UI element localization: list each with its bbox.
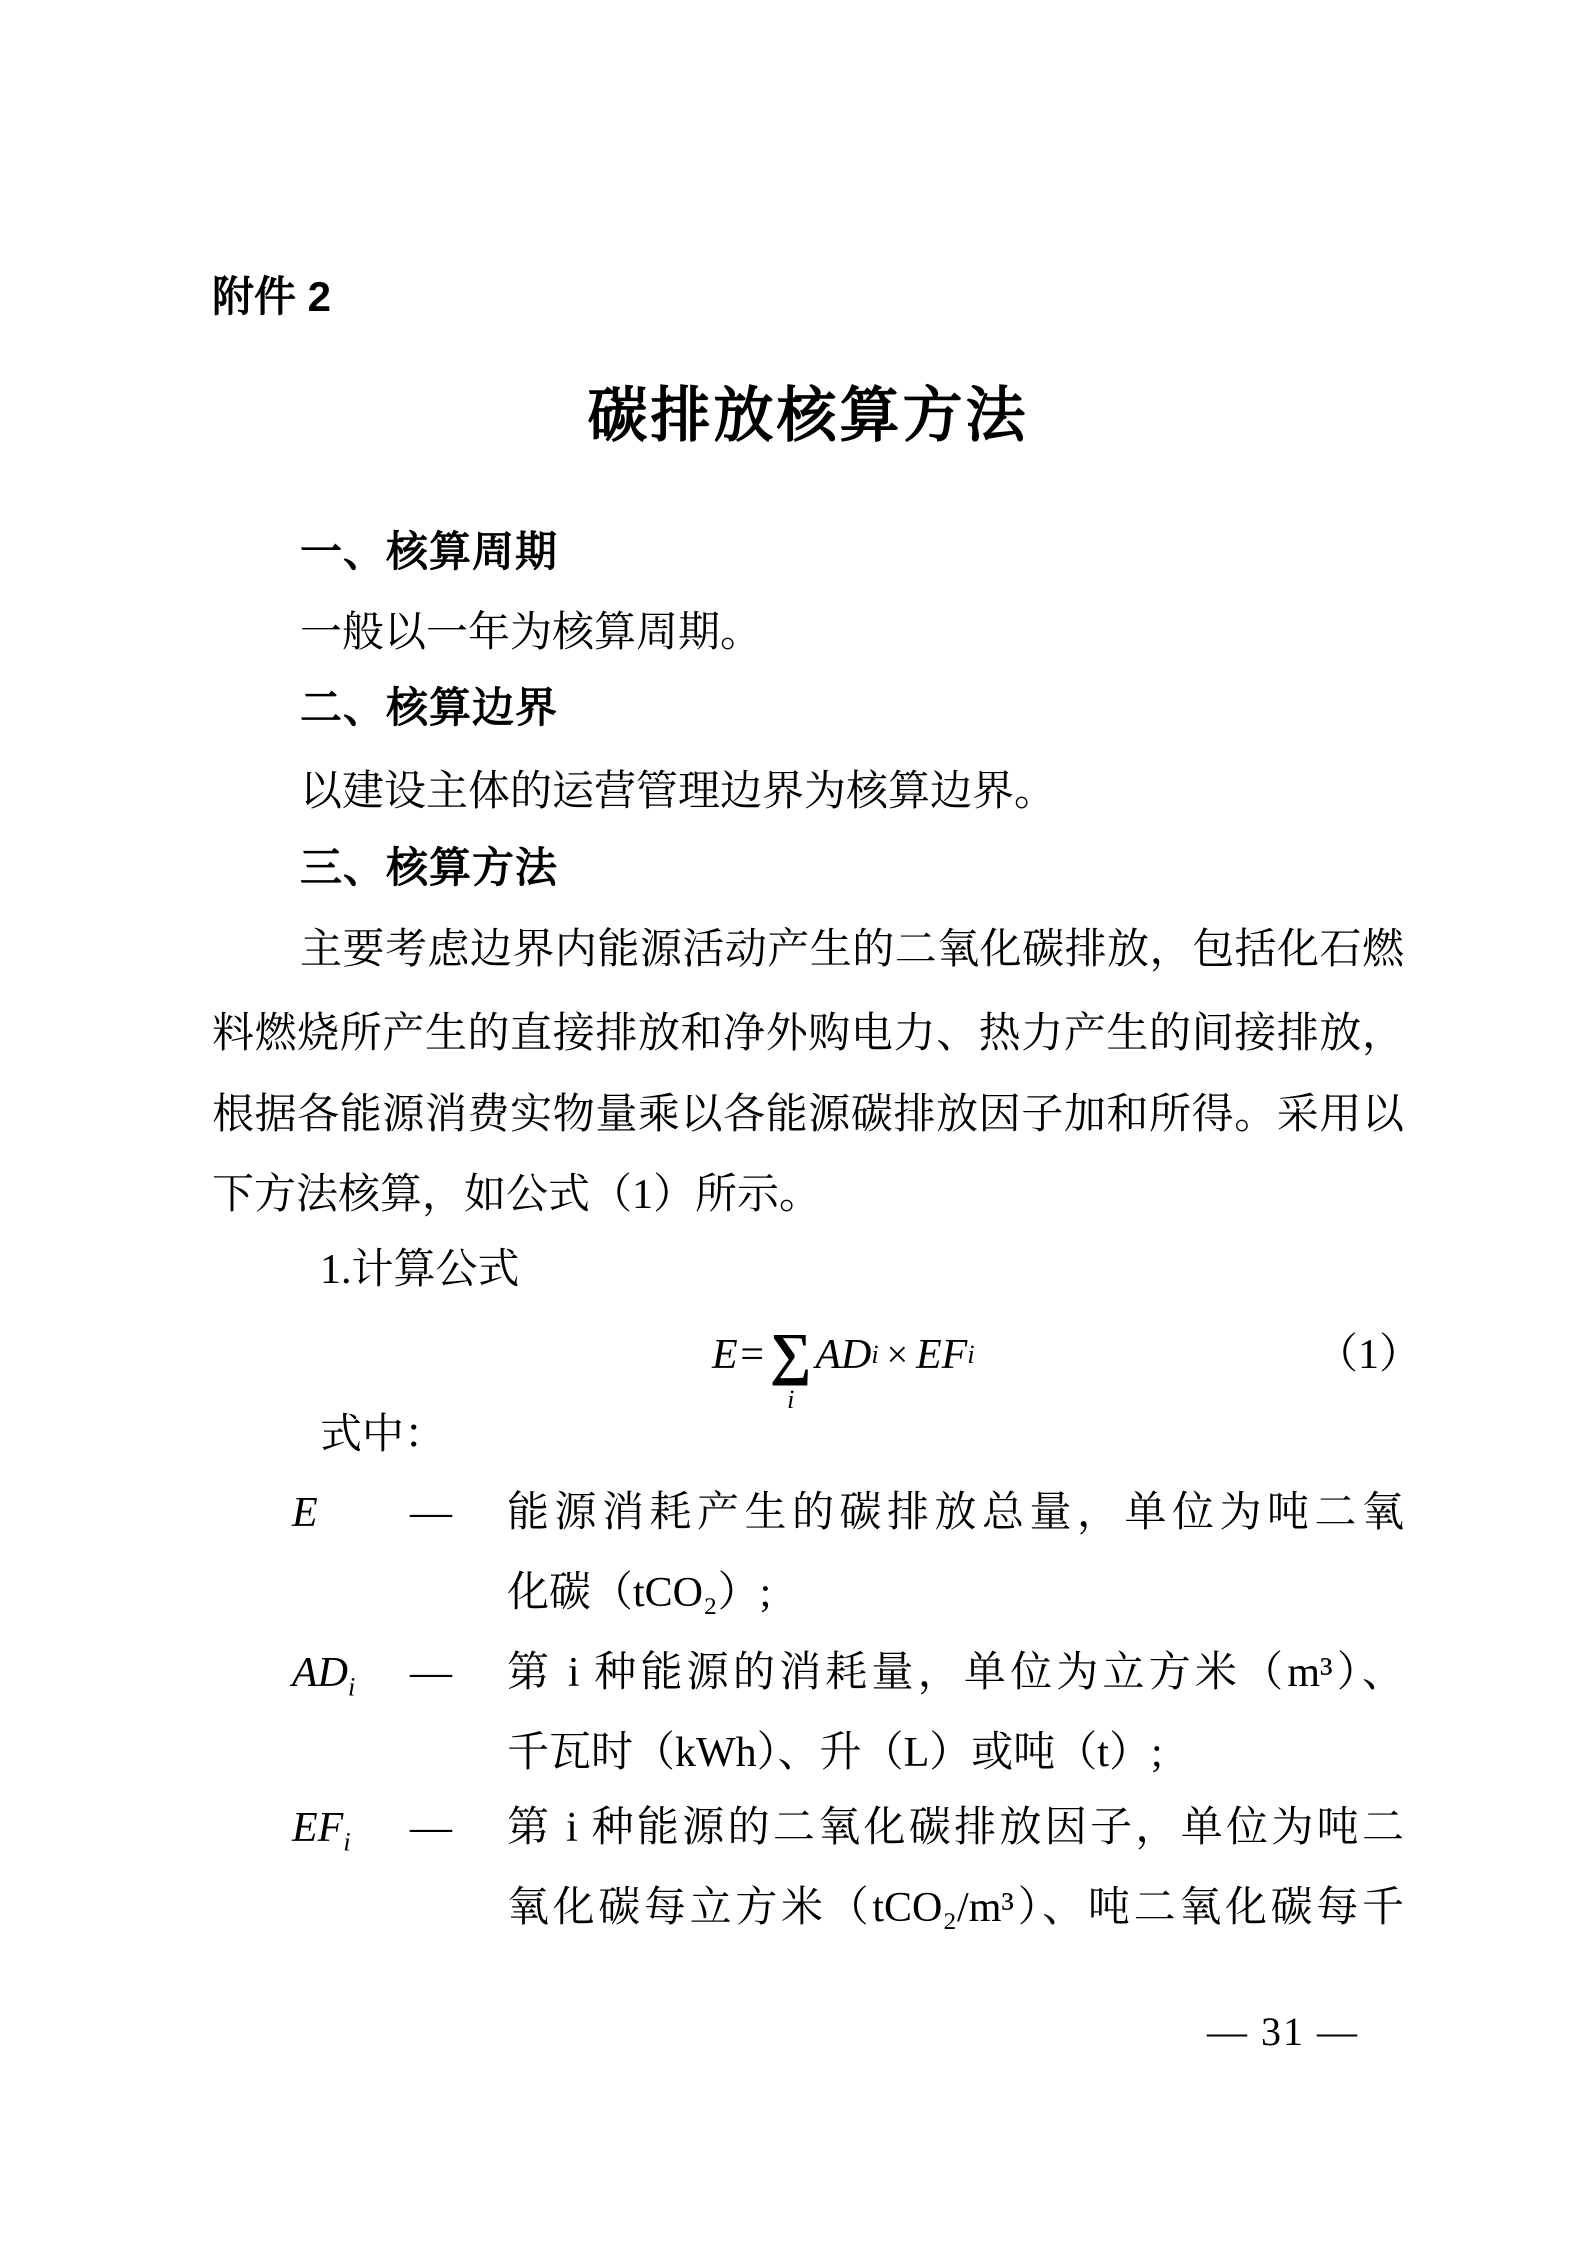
definition-desc-line: 化碳（tCO₂）; <box>507 1570 772 1616</box>
definition-desc-line: 第 i 种能源的消耗量，单位为立方米（m³）、 <box>507 1650 1404 1696</box>
definition-symbol <box>292 1788 351 1868</box>
definition-row-ad <box>212 1633 1404 1793</box>
definition-desc <box>507 1473 1404 1633</box>
symbol-base: AD <box>292 1650 348 1696</box>
sigma-index: i <box>787 1385 795 1414</box>
attachment-label: 附件 2 <box>212 273 332 320</box>
formula-lhs: E= <box>712 1332 766 1378</box>
section-heading-3: 三、核算方法 <box>300 844 559 891</box>
definition-dash: — <box>410 1490 452 1536</box>
definition-row-e <box>212 1473 1404 1633</box>
definition-row-ef <box>212 1788 1404 1948</box>
sigma-glyph: ∑ <box>770 1321 812 1386</box>
definition-desc-line: 能源消耗产生的碳排放总量，单位为吨二氧 <box>507 1490 1404 1536</box>
section-heading-2: 二、核算边界 <box>300 684 559 731</box>
formula-term2: EF <box>916 1332 968 1378</box>
symbol-base: E <box>292 1490 318 1536</box>
definition-symbol <box>292 1473 318 1553</box>
definition-desc <box>507 1633 1404 1793</box>
symbol-sub: i <box>343 1827 351 1857</box>
definition-dash: — <box>410 1805 452 1851</box>
section-3-body-line-1: 主要考虑边界内能源活动产生的二氧化碳排放，包括化石燃 <box>300 927 1404 973</box>
page-number: — 31 — <box>1207 2009 1359 2054</box>
section-3-body-line-3: 根据各能源消费实物量乘以各能源碳排放因子加和所得。采用以 <box>212 1092 1404 1138</box>
formula-term2-sub: i <box>967 1340 975 1369</box>
definition-desc-line: 氧化碳每立方米（tCO₂/m³）、吨二氧化碳每千 <box>507 1885 1404 1931</box>
where-label: 式中： <box>320 1412 447 1458</box>
multiply-operator: × <box>886 1334 909 1376</box>
section-2-body-line: 以建设主体的运营管理边界为核算边界。 <box>300 769 1057 815</box>
definition-symbol <box>292 1633 355 1713</box>
section-3-body-line-4: 下方法核算，如公式（1）所示。 <box>212 1172 822 1218</box>
definition-desc-line: 第 i 种能源的二氧化碳排放因子，单位为吨二 <box>507 1805 1404 1851</box>
equation-number: （1） <box>1316 1332 1422 1378</box>
definition-desc-line: 千瓦时（kWh）、升（L）或吨（t）; <box>507 1730 1163 1776</box>
formula-term1: AD <box>815 1332 872 1378</box>
definition-dash: — <box>410 1650 452 1696</box>
definition-desc <box>507 1788 1404 1948</box>
formula <box>712 1305 975 1414</box>
section-3-body-line-2: 料燃烧所产生的直接排放和净外购电力、热力产生的间接排放， <box>212 1011 1404 1057</box>
subsection-label: 1.计算公式 <box>320 1247 520 1293</box>
formula-term1-sub: i <box>871 1340 879 1369</box>
page-title: 碳排放核算方法 <box>587 383 1029 449</box>
symbol-base: EF <box>292 1805 344 1851</box>
section-heading-1: 一、核算周期 <box>300 528 559 575</box>
section-1-body-line: 一般以一年为核算周期。 <box>300 610 763 656</box>
symbol-sub: i <box>348 1672 356 1702</box>
